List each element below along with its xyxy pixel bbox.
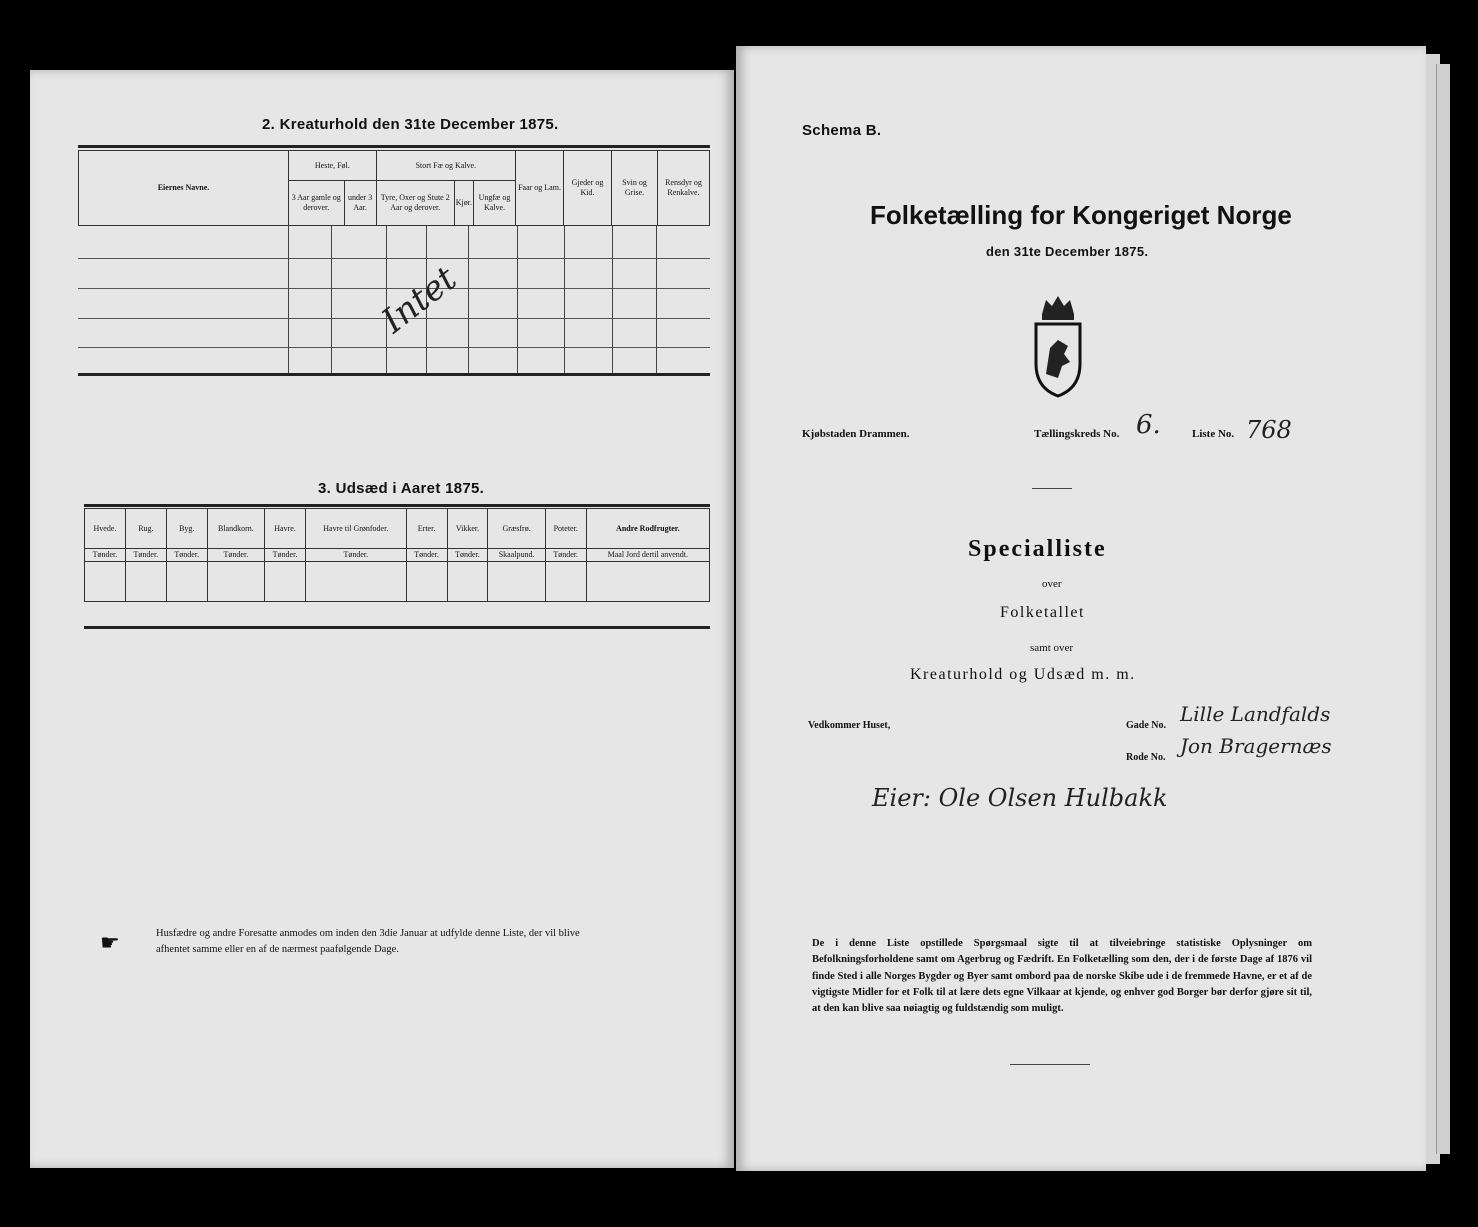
gade-value: Lille Landfalds — [1180, 702, 1331, 726]
main-title: Folketælling for Kongeriget Norge — [870, 200, 1292, 230]
col-eiernes: Eiernes Navne. — [79, 151, 289, 226]
schema-label: Schema B. — [802, 122, 882, 139]
kreatur-title: 2. Kreaturhold den 31te December 1875. — [262, 116, 559, 133]
col-stort: Stort Fæ og Kalve. — [376, 151, 515, 181]
notice: Husfædre og andre Foresatte anmodes om inden den 3die Januar at udfylde denne Liste, der vil blive afhentet samme eller en af de nærmest paafølgende Dage. — [156, 928, 580, 956]
rode-value: Jon Bragernæs — [1180, 734, 1332, 758]
kreaturhold-subtitle: Kreaturhold og Udsæd m. m. — [910, 666, 1136, 683]
udsaed-col-unit: Tønder. — [447, 549, 488, 562]
samt-over: samt over — [1030, 642, 1074, 654]
col-line — [468, 226, 469, 373]
row-line — [78, 347, 710, 348]
liste-label: Liste No. — [1192, 428, 1235, 440]
udsaed-col-unit: Tønder. — [406, 549, 447, 562]
col-line — [564, 226, 565, 373]
handwriting-intet: Intet — [374, 258, 465, 342]
divider — [1032, 488, 1072, 489]
footer-text: De i denne Liste opstillede Spørgsmaal sigte til at tilveiebringe statistiske Oplysninger om Befolkningsforholdene samt om Agerbrug og Fædrift. En Folketælling som den, der i de første Dage af 1876 vil finde Sted i alle Norges Bygder og Byer samt ombord paa de norske Skibe ude i de fremmede Havne, er et af de vigtigste Midler for et Folk til at lære dets egne Vilkaar at kjende, og enhver god Borger bør derfor gjøre sit til, at den kan blive saa nøiagtig og fuldstændig som muligt. — [812, 938, 1312, 1015]
folketallet: Folketallet — [1000, 604, 1085, 621]
udsaed-col-unit: Tønder. — [166, 549, 207, 562]
udsaed-col-unit: Tønder. — [265, 549, 306, 562]
udsaed-col-name: Havre til Grønfoder. — [305, 509, 406, 549]
col-line — [656, 226, 657, 373]
udsaed-col-unit: Skaalpund. — [488, 549, 545, 562]
left-page — [30, 70, 734, 1168]
gade-label: Gade No. — [1126, 720, 1166, 731]
col-heste: Heste, Føl. — [289, 151, 377, 181]
liste-value: 768 — [1246, 416, 1292, 444]
udsaed-col-unit: Tønder. — [85, 549, 126, 562]
udsaed-col-name: Blandkorn. — [207, 509, 264, 549]
col-stort-c: Ungfæ og Kalve. — [474, 181, 516, 226]
rode-label: Rode No. — [1126, 752, 1166, 763]
page-edge — [1436, 64, 1450, 1154]
col-svin: Svin og Grise. — [612, 151, 658, 226]
kreds-value: 6. — [1136, 410, 1161, 440]
col-stort-b: Kjør. — [454, 181, 473, 226]
udsaed-col-unit: Tønder. — [207, 549, 264, 562]
vedkommer: Vedkommer Huset, — [808, 720, 891, 731]
divider — [1010, 1064, 1090, 1065]
udsaed-col-unit: Tønder. — [545, 549, 586, 562]
rule — [84, 626, 710, 629]
coat-of-arms-icon — [1028, 292, 1088, 400]
udsaed-col-name: Havre. — [265, 509, 306, 549]
col-line — [612, 226, 613, 373]
col-line — [288, 226, 289, 373]
udsaed-col-unit: Tønder. — [305, 549, 406, 562]
udsaed-col-unit: Tønder. — [125, 549, 166, 562]
udsaed-col-name: Vikker. — [447, 509, 488, 549]
row-line — [78, 258, 710, 259]
udsaed-title: 3. Udsæd i Aaret 1875. — [318, 480, 485, 497]
kreatur-header-table — [78, 150, 710, 226]
rule — [78, 145, 710, 148]
over-text: over — [1042, 578, 1062, 590]
col-line — [517, 226, 518, 373]
udsaed-col-name: Erter. — [406, 509, 447, 549]
udsaed-col-name: Hvede. — [85, 509, 126, 549]
rule — [78, 373, 710, 376]
udsaed-col-name: Andre Rodfrugter. — [586, 509, 709, 549]
col-heste-b: under 3 Aar. — [344, 181, 376, 226]
col-gjeder: Gjeder og Kid. — [564, 151, 612, 226]
census-date: den 31te December 1875. — [986, 244, 1149, 259]
udsaed-col-unit: Maal Jord dertil anvendt. — [586, 549, 709, 562]
kjobstad: Kjøbstaden Drammen. — [802, 428, 910, 440]
pointing-hand-icon: ☛ — [100, 930, 120, 955]
kreds-label: Tællingskreds No. — [1034, 428, 1120, 440]
col-line — [331, 226, 332, 373]
udsaed-col-name: Poteter. — [545, 509, 586, 549]
col-stort-a: Tyre, Oxer og Stute 2 Aar og derover. — [376, 181, 454, 226]
specialliste-title: Specialliste — [968, 536, 1107, 562]
col-rensdyr: Rensdyr og Renkalve. — [658, 151, 710, 226]
row-line — [78, 288, 710, 289]
col-faar: Faar og Lam. — [516, 151, 564, 226]
udsaed-col-name: Græsfrø. — [488, 509, 545, 549]
udsaed-header-table — [84, 508, 710, 602]
col-heste-a: 3 Aar gamle og derover. — [289, 181, 345, 226]
rule — [84, 504, 710, 507]
udsaed-col-name: Byg. — [166, 509, 207, 549]
eier-value: Eier: Ole Olsen Hulbakk — [872, 784, 1168, 812]
udsaed-col-name: Rug. — [125, 509, 166, 549]
